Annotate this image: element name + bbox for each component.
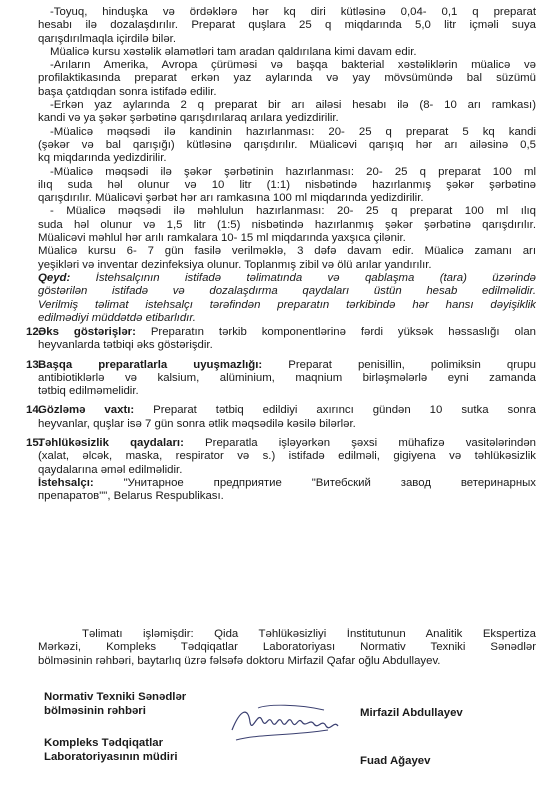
body-line: başa çatdıqdan sonra istifadə edilir. xyxy=(38,85,217,98)
section-title: Təhlükəsizlik qaydaları: xyxy=(38,437,184,450)
section-number: 13. xyxy=(26,358,42,371)
body-line: kq miqdarında yedizdirilir. xyxy=(38,152,167,165)
manufacturer-text: "Унитарное предприятие "Витебский завод ветеринарных xyxy=(93,476,536,489)
section-title: Gözləmə vaxtı: xyxy=(38,404,135,417)
body-line: suda həl olunur və 1,5 litr (1:5) nisbətində hazırlanmış şəkər şərbətinə qarışdırılır. xyxy=(38,218,536,231)
section-14 xyxy=(26,404,536,431)
manufacturer xyxy=(38,477,536,504)
manufacturer-label: İstehsalçı: xyxy=(38,476,94,489)
section-text: heyvanlarda tətbiqi əks göstərişdir. xyxy=(38,339,213,352)
prepared-by xyxy=(38,628,536,668)
note-block xyxy=(38,272,536,325)
section-title: Başqa preparatlarla uyuşmazlığı: xyxy=(38,358,263,371)
signatory-1-title-line: bölməsinin rəhbəri xyxy=(44,705,146,717)
note-line-2: göstərilən istifadə və dozalaşdırma qaydaları üstün hesab edilməlidir. xyxy=(38,285,536,298)
body-line: -Arıların Amerika, Avropa çürüməsi və başqa bakterial xəstəliklərin müalicə və xyxy=(50,59,536,72)
section-text: antibiotiklərlə və kalsium, alüminium, maqnium birləşmələrlə eyni zamanda xyxy=(38,371,536,384)
body-line: profilaktikasında preparat erkən yaz aylarında və yay mövsümündə bal süzümü xyxy=(38,72,536,85)
signatory-1-name: Mirfazil Abdullayev xyxy=(360,707,463,719)
section-12 xyxy=(26,326,536,353)
section-text: Preparatla işləyərkən şəxsi mühafizə vasitələrindən xyxy=(183,437,536,450)
signatory-1-title xyxy=(44,690,186,718)
section-number: 15. xyxy=(26,437,42,450)
section-13 xyxy=(26,358,536,399)
body-line: -Erkən yaz aylarında 2 q preparat bir arı ailəsi hesabı ilə (8- 10 arı ramkası) xyxy=(50,99,536,112)
note-line-3: Verilmiş təlimat istehsalçı tərəfindən preparatın tərkibində hər hansı dəyişiklik xyxy=(38,298,536,311)
note-line-1: İstehsalçının istifadə təlimatında və qablaşma (tara) üzərində xyxy=(95,272,536,284)
body-line: yeşikləri və inventar dezinfeksiya olunur. Toplanmış zibil və ölü arılar yandırılır. xyxy=(38,258,432,271)
prepared-line-2: Mərkəzi, Kompleks Tədqiqatlar Laboratoriyası Normativ Texniki Sənədlər xyxy=(38,641,536,654)
body-line: ilıq suda həl olunur və 10 litr (1:1) nisbətində hazırlanmış şəkər şərbətinə xyxy=(38,178,536,191)
body-line: Müalicəvi məhlul hər arılı ramkalara 10- 15 ml miqdarında yaxşıca çilənir. xyxy=(38,232,406,245)
note-line-4: edilmədiyi müddətdə etibarlıdır. xyxy=(38,311,196,324)
body-line: -Toyuq, hinduşka və ördəklərə hər kq diri kütləsinə 0,04- 0,1 q preparat xyxy=(50,6,536,18)
section-text: Preparatın tərkib komponentlərinə fərdi yüksək həssaslığı olan xyxy=(135,326,536,338)
body-line: (şəkər və bal qarışığı) kütləsinə qarışdırılır. Müalicəvi qarışıq hər arı ailəsinə 0,5 xyxy=(38,138,536,151)
section-text: (xalat, əlcək, maska, respirator və s.) istifadə edilməli, gigiyena və təhlükəsizlik xyxy=(38,450,536,463)
note-label: Qeyd: xyxy=(38,272,71,284)
section-title: Əks göstərişlər: xyxy=(38,326,136,338)
section-text: heyvanlar, quşlar isə 7 gün sonra ətlik məqsədilə kəsilə bilərlər. xyxy=(38,417,356,430)
prepared-line-3: bölməsinin rəhbəri, baytarlıq üzrə fəlsəfə doktoru Mirfazil Qafar oğlu Abdullayev. xyxy=(38,654,441,667)
signatory-2-title-line: Laboratoriyasının müdiri xyxy=(44,751,178,763)
signatory-2-name: Fuad Ağayev xyxy=(360,755,431,767)
body-line: -Müalicə məqsədi ilə kandinin hazırlanması: 20- 25 q preparat 5 kq kandi xyxy=(50,125,536,138)
body-line: hesabı ilə dozalaşdırılır. Preparat quşlara 25 q miqdarında 5,0 litr içməli suya xyxy=(38,19,536,32)
section-number: 14. xyxy=(26,404,42,417)
signatory-2-title xyxy=(44,736,178,764)
section-text: qaydalarına əməl edilməlidir. xyxy=(38,463,183,476)
section-15 xyxy=(26,437,536,477)
signatory-2-title-line: Kompleks Tədqiqatlar xyxy=(44,737,163,749)
section-text: tətbiq edilməmelidir. xyxy=(38,385,139,398)
section-text: Preparat tətbiq edildiyi axırıncı gündən 10 sutka sonra xyxy=(134,404,536,417)
body-line: Müalicə kursu xəstəlik əlamətləri tam aradan qaldırılana kimi davam edir. xyxy=(50,45,417,58)
section-text: Preparat penisillin, polimiksin qrupu xyxy=(262,358,536,371)
body-line: qarışdırılmaqla içirdilə bilər. xyxy=(38,32,177,45)
signatory-1-title-line: Normativ Texniki Sənədlər xyxy=(44,691,187,703)
body-text xyxy=(38,6,536,272)
body-line: Müalicə kursu 6- 7 gün fasilə verilməklə, 3 dəfə davam edir. Müalicə zamanı arı xyxy=(38,245,536,258)
body-line: -Müalicə məqsədi ilə şəkər şərbətinin hazırlanması: 20- 25 q preparat 100 ml xyxy=(50,165,536,178)
handwritten-signature xyxy=(228,700,343,744)
body-line: qarışdırılır. Müalicəvi şərbət hər arı ramkasına 100 ml miqdarında yedizdirilir. xyxy=(38,192,424,205)
sections xyxy=(26,326,536,504)
body-line: - Müalicə məqsədi ilə məhlulun hazırlanması: 20- 25 q preparat 100 ml ılıq xyxy=(50,205,536,218)
body-line: kandi və ya şəkər şərbətinə qarışdırılaraq arılara yedizdirilir. xyxy=(38,112,339,125)
manufacturer-text: препаратов"", Belarus Respublikası. xyxy=(38,490,224,503)
prepared-line-1: Təlimatı işləmişdir: Qida Təhlükəsizliyi İnstitutunun Analitik Ekspertiza xyxy=(82,628,536,640)
section-number: 12. xyxy=(26,326,42,338)
